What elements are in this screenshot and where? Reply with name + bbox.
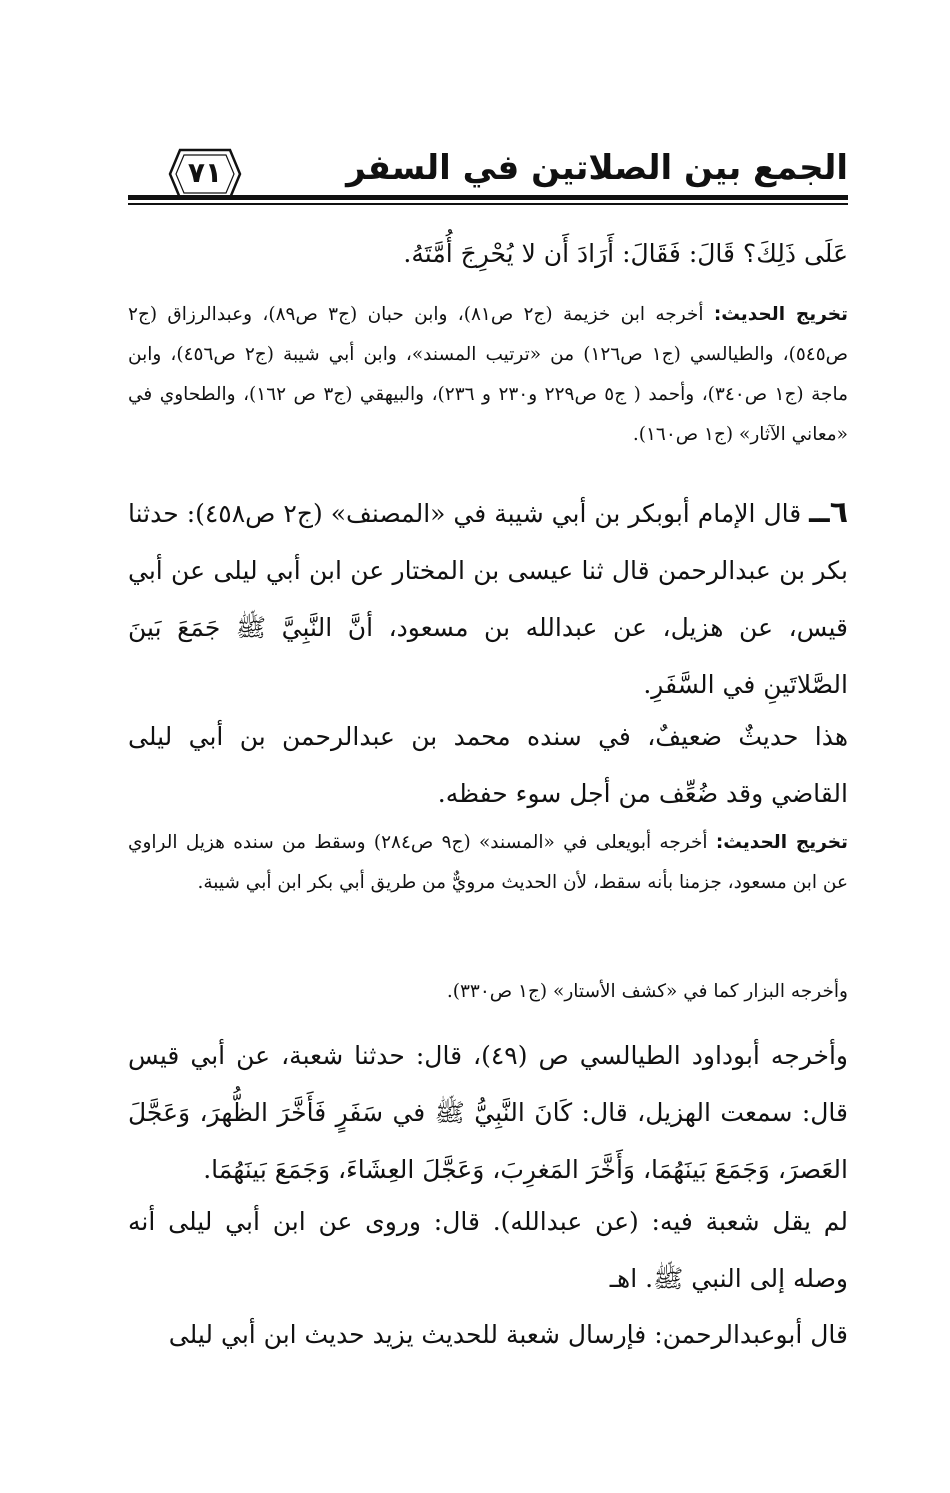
header-rule-thin <box>128 203 848 205</box>
tayalisi-paragraph: وأخرجه أبوداود الطيالسي ص (٤٩)، قال: حدثنا شعبة، عن أبي قيس قال: سمعت الهزيل، قال: كَانَ النَّبِيُّ ﷺ في سَفَرٍ فَأَخَّرَ الظُّهرَ، وَعَجَّلَ العَصرَ، وَجَمَعَ بَينَهُمَا، وَأَخَّرَ المَغرِبَ، وَعَجَّلَ العِشَاءَ، وَجَمَعَ بَينَهُمَا. <box>128 1041 849 1184</box>
page-number-badge <box>166 146 244 202</box>
abu-abdurrahman-paragraph: قال أبوعبدالرحمن: فإرسال شعبة للحديث يزيد حديث ابن أبي ليلى <box>168 1320 848 1349</box>
hadith-text: قال الإمام أبوبكر بن أبي شيبة في «المصنف» (ج٢ ص٤٥٨): حدثنا بكر بن عبدالرحمن قال ثنا عيسى بن المختار عن ابن أبي ليلى عن أبي قيس، عن هزيل، عن عبدالله بن مسعود، أنَّ النَّبِيَّ ﷺ جَمَعَ بَينَ الصَّلاتَينِ في السَّفَرِ. <box>128 499 848 699</box>
takhrij-paragraph-2 <box>128 823 848 903</box>
takhrij-label-2: تخريج الحديث: <box>715 832 848 853</box>
bazzar-paragraph: وأخرجه البزار كما في «كشف الأستار» (ج١ ص٣٣٠). <box>446 981 848 1002</box>
header-rule-thick <box>128 195 848 200</box>
shuba-paragraph: لم يقل شعبة فيه: (عن عبدالله). قال: وروى عن ابن أبي ليلى أنه وصله إلى النبي ﷺ. اهـ <box>128 1207 848 1293</box>
takhrij-text: أخرجه ابن خزيمة (ج٢ ص٨١)، وابن حبان (ج٣ ص٨٩)، وعبدالرزاق (ج٢ ص٥٤٥)، والطيالسي (ج١ ص١٢٦) من «ترتيب المسند»، وابن أبي شيبة (ج٢ ص٤٥٦)، وابن ماجة (ج١ ص٣٤٠)، وأحمد ( ج٥ ص٢٢٩ و٢٣٠ و ٢٣٦)، والبيهقي (ج٣ ص ١٦٢)، والطحاوي في «معاني الآثار» (ج١ ص١٦٠). <box>128 304 849 445</box>
hadith-6-paragraph <box>128 484 848 713</box>
takhrij-paragraph-1 <box>128 295 848 455</box>
page-number: ٧١ <box>187 156 223 189</box>
grading-paragraph: هذا حديثٌ ضعيفٌ، في سنده محمد بن عبدالرحمن بن أبي ليلى القاضي وقد ضُعِّف من أجل سوء حفظه. <box>128 722 848 808</box>
running-title: الجمع بين الصلاتين في السفر <box>346 148 848 188</box>
hadith-number: ٦ــ <box>809 495 848 530</box>
paragraph-1: عَلَى ذَلِكَ؟ قَالَ: فَقَالَ: أَرَادَ أَن لا يُحْرِجَ أُمَّتَهُ. <box>403 239 848 268</box>
page-header <box>128 140 848 210</box>
takhrij-text-2: أخرجه أبويعلى في «المسند» (ج٩ ص٢٨٤) وسقط من سنده هزيل الراوي عن ابن مسعود، جزمنا بأنه سقط، لأن الحديث مرويٌّ من طريق أبي بكر ابن أبي شيبة. <box>128 832 848 893</box>
takhrij-label: تخريج الحديث: <box>713 304 848 325</box>
